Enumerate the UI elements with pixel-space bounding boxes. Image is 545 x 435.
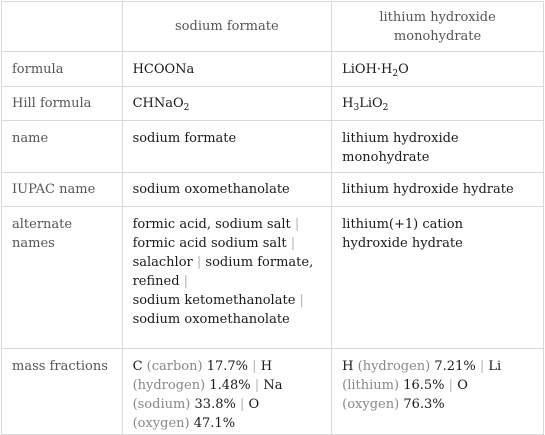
fraction-value: 1.48% — [209, 378, 251, 393]
iupac-lithium-hydroxide: lithium hydroxide hydrate — [332, 173, 544, 207]
element-symbol: O — [248, 397, 260, 412]
element-name: (lithium) — [342, 378, 400, 393]
formula-subscript: 3 — [353, 103, 360, 113]
element-symbol: Li — [488, 359, 502, 374]
formula-part: LiO — [359, 96, 383, 111]
formula-part: O — [398, 62, 409, 77]
comparison-table — [1, 1, 544, 435]
formula-part: H — [342, 96, 354, 111]
header-row — [2, 2, 544, 52]
alt-name: sodium formate, refined — [132, 255, 314, 289]
header-empty-cell — [2, 2, 123, 52]
name-line: monohydrate — [342, 150, 430, 165]
element-symbol: C — [132, 359, 143, 374]
separator: | — [448, 378, 454, 393]
row-iupac-name — [2, 173, 544, 207]
alternate-names-sodium-formate — [122, 207, 332, 349]
alt-name: salachlor — [132, 255, 193, 270]
separator: | — [299, 293, 304, 308]
formula-part: CHNaO — [132, 96, 184, 111]
header-col2-line1: lithium hydroxide — [379, 9, 496, 25]
formula-subscript: 2 — [382, 103, 389, 113]
header-sodium-formate: sodium formate — [122, 2, 332, 52]
row-mass-fractions — [2, 349, 544, 435]
fraction-value: 33.8% — [194, 397, 236, 412]
mass-fractions-sodium-formate — [122, 349, 332, 435]
fraction-value: 17.7% — [206, 359, 249, 374]
element-name: (sodium) — [132, 397, 191, 412]
hill-lithium-hydroxide — [332, 87, 544, 121]
separator: | — [252, 359, 257, 374]
header-lithium-hydroxide-monohydrate — [332, 2, 544, 52]
element-symbol: Na — [263, 378, 283, 393]
separator: | — [290, 236, 296, 251]
element-name: (oxygen) — [132, 416, 190, 431]
row-name — [2, 121, 544, 173]
alt-name: formic acid, sodium salt — [132, 217, 291, 232]
alt-name: sodium ketomethanolate — [132, 293, 296, 308]
element-symbol: H — [342, 359, 354, 374]
hill-sodium-formate — [122, 87, 332, 121]
name-lithium-hydroxide — [332, 121, 544, 173]
label-hill-formula: Hill formula — [2, 87, 123, 121]
row-formula — [2, 52, 544, 87]
formula-subscript: 2 — [392, 69, 399, 79]
fraction-value: 47.1% — [193, 416, 236, 431]
separator: | — [294, 217, 300, 232]
formula-lithium-hydroxide — [332, 52, 544, 87]
separator: | — [479, 359, 485, 374]
name-line: lithium hydroxide — [342, 131, 459, 146]
fraction-value: 76.3% — [403, 397, 445, 412]
formula-sodium-formate: HCOONa — [122, 52, 332, 87]
fraction-value: 7.21% — [434, 359, 476, 374]
alternate-names-lithium-hydroxide — [332, 207, 544, 349]
element-name: (carbon) — [146, 359, 203, 374]
element-symbol: H — [260, 359, 273, 374]
element-name: (hydrogen) — [132, 378, 206, 393]
formula-part: LiOH·H — [342, 62, 393, 77]
alt-name: formic acid sodium salt — [132, 236, 287, 251]
label-name: name — [2, 121, 123, 173]
element-symbol: O — [457, 378, 468, 393]
name-sodium-formate: sodium formate — [122, 121, 332, 173]
iupac-sodium-formate: sodium oxomethanolate — [122, 173, 332, 207]
fraction-value: 16.5% — [403, 378, 445, 393]
separator: | — [239, 397, 245, 412]
separator: | — [254, 378, 260, 393]
element-name: (oxygen) — [342, 397, 400, 412]
label-mass-fractions: mass fractions — [2, 349, 123, 435]
alt-name: sodium oxomethanolate — [132, 312, 290, 327]
separator: | — [196, 255, 202, 270]
row-hill-formula — [2, 87, 544, 121]
formula-subscript: 2 — [183, 103, 190, 113]
mass-fractions-lithium-hydroxide — [332, 349, 544, 435]
alt-name: lithium(+1) cation — [342, 217, 463, 232]
label-formula: formula — [2, 52, 123, 87]
alt-name: hydroxide hydrate — [342, 236, 463, 251]
label-alternate-names: alternate names — [2, 207, 123, 349]
label-iupac-name: IUPAC name — [2, 173, 123, 207]
element-name: (hydrogen) — [357, 359, 431, 374]
separator: | — [183, 274, 189, 289]
row-alternate-names — [2, 207, 544, 349]
header-col2-line2: monohydrate — [393, 28, 482, 44]
